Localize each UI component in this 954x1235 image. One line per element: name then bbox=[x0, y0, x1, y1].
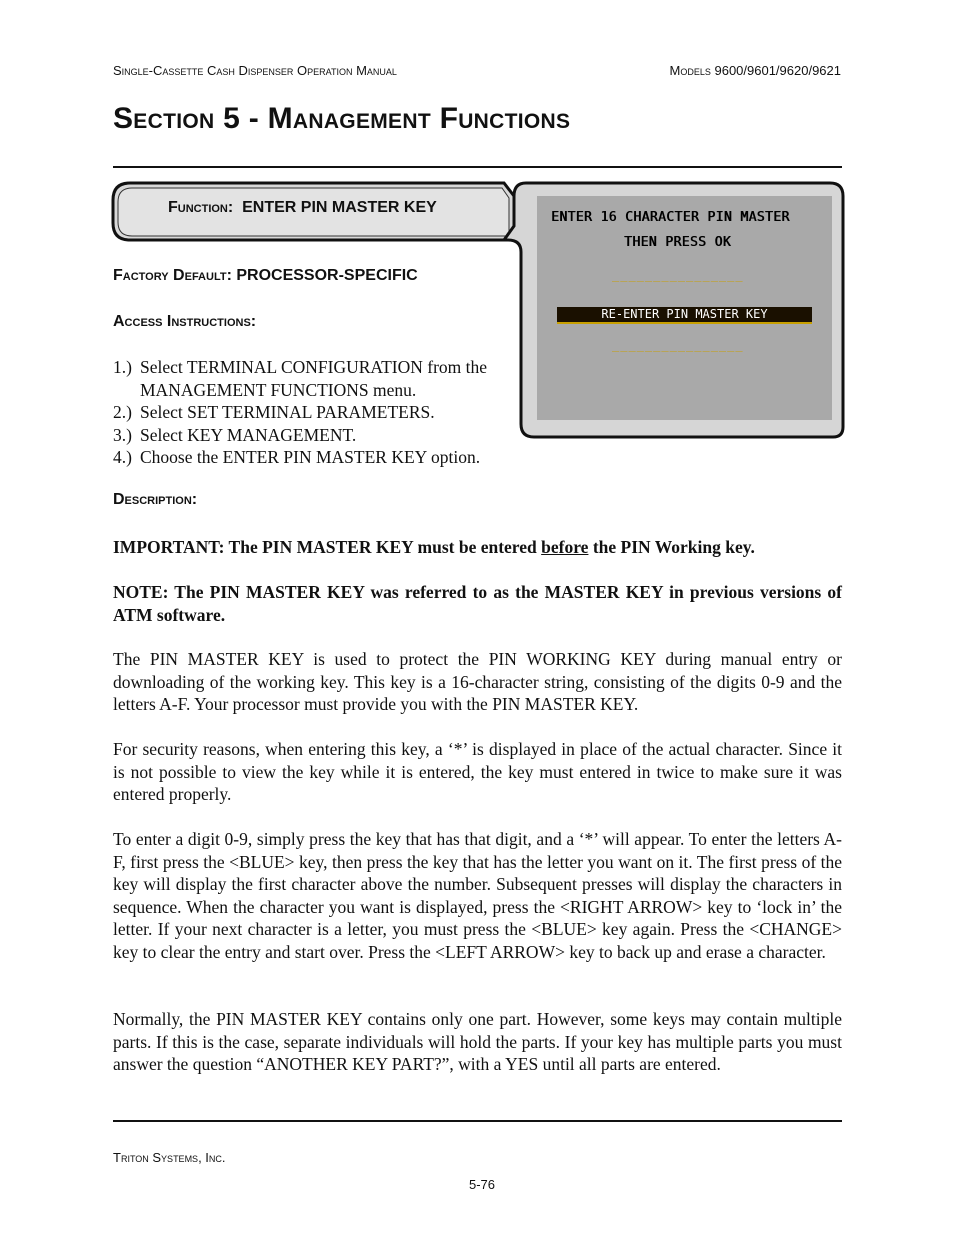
footer-company: Triton Systems, Inc. bbox=[113, 1150, 226, 1165]
factory-default bbox=[113, 267, 418, 285]
step-number: 2.) bbox=[113, 402, 132, 422]
access-steps bbox=[113, 356, 523, 469]
step-number: 4.) bbox=[113, 447, 132, 467]
important-text-before: IMPORTANT: The PIN MASTER KEY must be entered bbox=[113, 537, 542, 557]
step-text: Select SET TERMINAL PARAMETERS. bbox=[140, 402, 435, 422]
important-note bbox=[113, 536, 842, 559]
description-heading: Description: bbox=[113, 491, 198, 508]
step-item bbox=[113, 446, 523, 469]
function-label-value: ENTER PIN MASTER KEY bbox=[242, 199, 437, 216]
footer-rule bbox=[113, 1120, 842, 1122]
factory-default-value: PROCESSOR-SPECIFIC bbox=[236, 267, 418, 284]
paragraph-security: For security reasons, when entering this key, a ‘*’ is displayed in place of the actual character. Since it is not possible to view the key while it is entered, the key must entered in twice to make sure it was entered properly. bbox=[113, 739, 842, 804]
screen-entry-dashes-1: ________________ bbox=[612, 268, 744, 282]
screen-line-2: THEN PRESS OK bbox=[624, 235, 731, 250]
function-label-key: Function: bbox=[168, 199, 234, 216]
page-number: 5-76 bbox=[468, 1177, 496, 1192]
step-text: Select KEY MANAGEMENT. bbox=[140, 424, 357, 445]
paragraph-pin-master-key: The PIN MASTER KEY is used to protect the PIN WORKING KEY during manual entry or downloading of the working key. This key is a 16-character string, consisting of the digits 0-9 and the letters A-F. Your processor must provide you with the PIN MASTER KEY. bbox=[113, 649, 842, 714]
important-text-underlined: before bbox=[541, 537, 589, 557]
screen-line-1: ENTER 16 CHARACTER PIN MASTER bbox=[551, 210, 790, 225]
paragraph-key-parts: Normally, the PIN MASTER KEY contains only one part. However, some keys may contain multiple parts. If this is the case, separate individuals will hold the parts. If your key has multiple parts you must answer the question “ANOTHER KEY PART?”, with a YES until all parts are entered. bbox=[113, 1009, 842, 1074]
access-instructions-heading: Access Instructions: bbox=[113, 313, 257, 330]
section-title: Section 5 - Management Functions bbox=[113, 102, 571, 135]
running-header-title: Single-Cassette Cash Dispenser Operation Manual bbox=[113, 63, 397, 78]
running-header-models: Models 9600/9601/9620/9621 bbox=[669, 63, 841, 78]
screen-reenter-prompt: RE-ENTER PIN MASTER KEY bbox=[557, 307, 812, 324]
step-text: Choose the ENTER PIN MASTER KEY option. bbox=[140, 447, 481, 467]
factory-default-label: Factory Default: bbox=[113, 267, 232, 284]
step-item bbox=[113, 401, 523, 424]
step-number: 3.) bbox=[113, 424, 132, 445]
version-note: NOTE: The PIN MASTER KEY was referred to as the MASTER KEY in previous versions of ATM software. bbox=[113, 582, 842, 625]
function-label bbox=[168, 199, 437, 217]
step-item bbox=[113, 424, 523, 447]
important-text-after: the PIN Working key. bbox=[588, 537, 755, 557]
step-number: 1.) bbox=[113, 357, 132, 377]
step-text: Select TERMINAL CONFIGURATION from the MANAGEMENT FUNCTIONS menu. bbox=[140, 357, 488, 400]
screen-entry-dashes-2: ________________ bbox=[612, 338, 744, 352]
step-item bbox=[113, 356, 523, 401]
paragraph-entry-method: To enter a digit 0-9, simply press the key that has that digit, and a ‘*’ will appear. To enter the letters A-F, first press the <BLUE> key, then press the key that has the letter you want on it. The first press of the key will display the first character above the number. Subsequent presses will display the characters in sequence. When the character you want is displayed, press the <RIGHT ARROW> key to ‘lock in’ the letter. If your next character is a letter, you must press the <BLUE> key again. Press the <CHANGE> key to clear the entry and start over. Press the <LEFT ARROW> key to back up and erase a character. bbox=[113, 829, 842, 962]
